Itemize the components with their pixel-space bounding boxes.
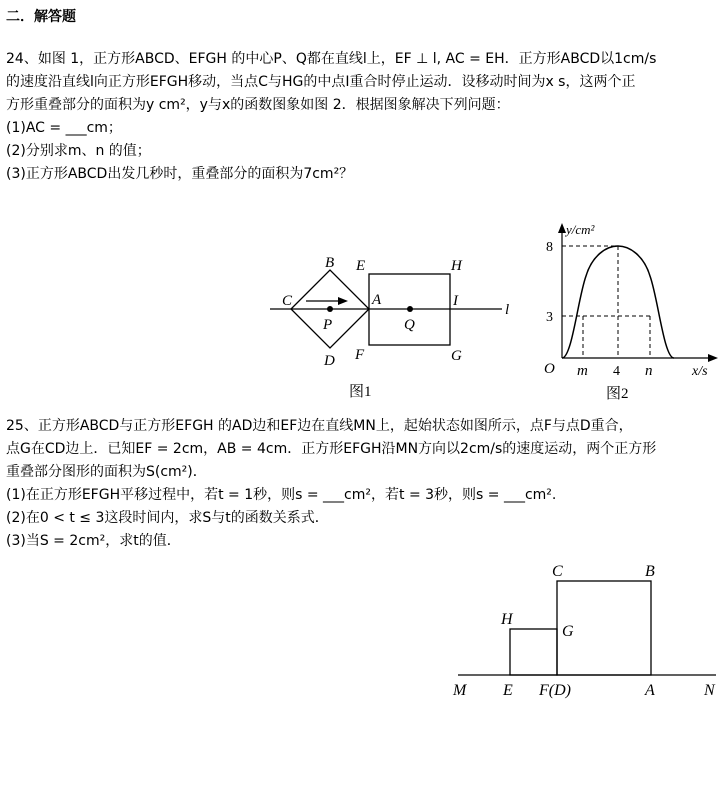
q24-line-1: 24、如图 1，正方形ABCD、EFGH 的中心P、Q都在直线l上，EF ⊥ l, AC = EH．正方形ABCD以1cm/s bbox=[6, 51, 657, 67]
label-f: F bbox=[355, 347, 365, 363]
label-b: B bbox=[325, 255, 335, 271]
q25-figure bbox=[446, 558, 724, 708]
label-p: P bbox=[323, 317, 333, 333]
point-q bbox=[407, 306, 413, 312]
y-axis-arrow bbox=[558, 223, 566, 233]
q24-part-3: (3)正方形ABCD出发几秒时，重叠部分的面积为7cm²？ bbox=[6, 166, 354, 182]
q25-line-3: 重叠部分图形的面积为S(cm²)． bbox=[6, 464, 207, 480]
label-d: D bbox=[324, 353, 335, 369]
label-e: E bbox=[503, 682, 513, 699]
label-h: H bbox=[501, 611, 513, 628]
label-l: l bbox=[505, 302, 510, 318]
ytick-8: 8 bbox=[546, 240, 553, 255]
q25-line-1: 25、正方形ABCD与正方形EFGH 的AD边和EF边在直线MN上，起始状态如图所示，点F与点D重合， bbox=[6, 418, 633, 434]
arrow-head bbox=[338, 297, 348, 305]
q24-line-2: 的速度沿直线l向正方形EFGH移动，当点C与HG的中点I重合时停止运动．设移动时间为x s，这两个正 bbox=[6, 74, 636, 90]
label-e: E bbox=[356, 258, 366, 274]
fig1-caption: 图1 bbox=[349, 384, 372, 400]
q25-part-3: (3)当S = 2cm²，求t的值． bbox=[6, 533, 181, 549]
label-n: N bbox=[704, 682, 715, 699]
q24-part-2: (2)分别求m、n 的值； bbox=[6, 143, 151, 159]
q25-part-2: (2)在0 < t ≤ 3这段时间内，求S与t的函数关系式． bbox=[6, 510, 329, 526]
xtick-4: 4 bbox=[613, 364, 620, 379]
label-g: G bbox=[451, 348, 462, 364]
label-q: Q bbox=[404, 317, 415, 333]
origin-label: O bbox=[544, 361, 555, 377]
q24-line-3: 方形重叠部分的面积为y cm²，y与x的函数图象如图 2．根据图象解决下列问题： bbox=[6, 97, 510, 113]
label-a: A bbox=[372, 292, 382, 308]
label-g: G bbox=[562, 623, 574, 640]
label-h: H bbox=[451, 258, 462, 274]
y-axis-label: y/cm² bbox=[566, 222, 595, 237]
label-m: M bbox=[453, 682, 467, 699]
label-b: B bbox=[645, 563, 655, 580]
xtick-m: m bbox=[577, 363, 588, 379]
xtick-n: n bbox=[645, 363, 653, 379]
q24-part-1: (1)AC = ___cm； bbox=[6, 120, 122, 136]
q25-part-1: (1)在正方形EFGH平移过程中，若t = 1秒，则s = ___cm²，若t = 3秒，则s = ___cm². bbox=[6, 487, 557, 503]
label-i: I bbox=[453, 293, 458, 309]
point-p bbox=[327, 306, 333, 312]
label-c: C bbox=[552, 563, 563, 580]
x-axis-label: x/s bbox=[692, 364, 708, 379]
x-axis-arrow bbox=[708, 354, 718, 362]
label-a: A bbox=[645, 682, 655, 699]
label-c: C bbox=[282, 293, 293, 309]
label-f-d: F(D) bbox=[539, 682, 571, 699]
square-efgh bbox=[510, 629, 557, 675]
q24-figure-2 bbox=[534, 218, 724, 408]
q25-line-2: 点G在CD边上．已知EF = 2cm，AB = 4cm．正方形EFGH沿MN方向以2cm/s的速度运动，两个正方形 bbox=[6, 441, 657, 457]
section-title: 二．解答题 bbox=[6, 9, 76, 25]
q24-figure-1 bbox=[262, 250, 522, 410]
fig2-caption: 图2 bbox=[606, 386, 629, 402]
ytick-3: 3 bbox=[546, 310, 553, 325]
